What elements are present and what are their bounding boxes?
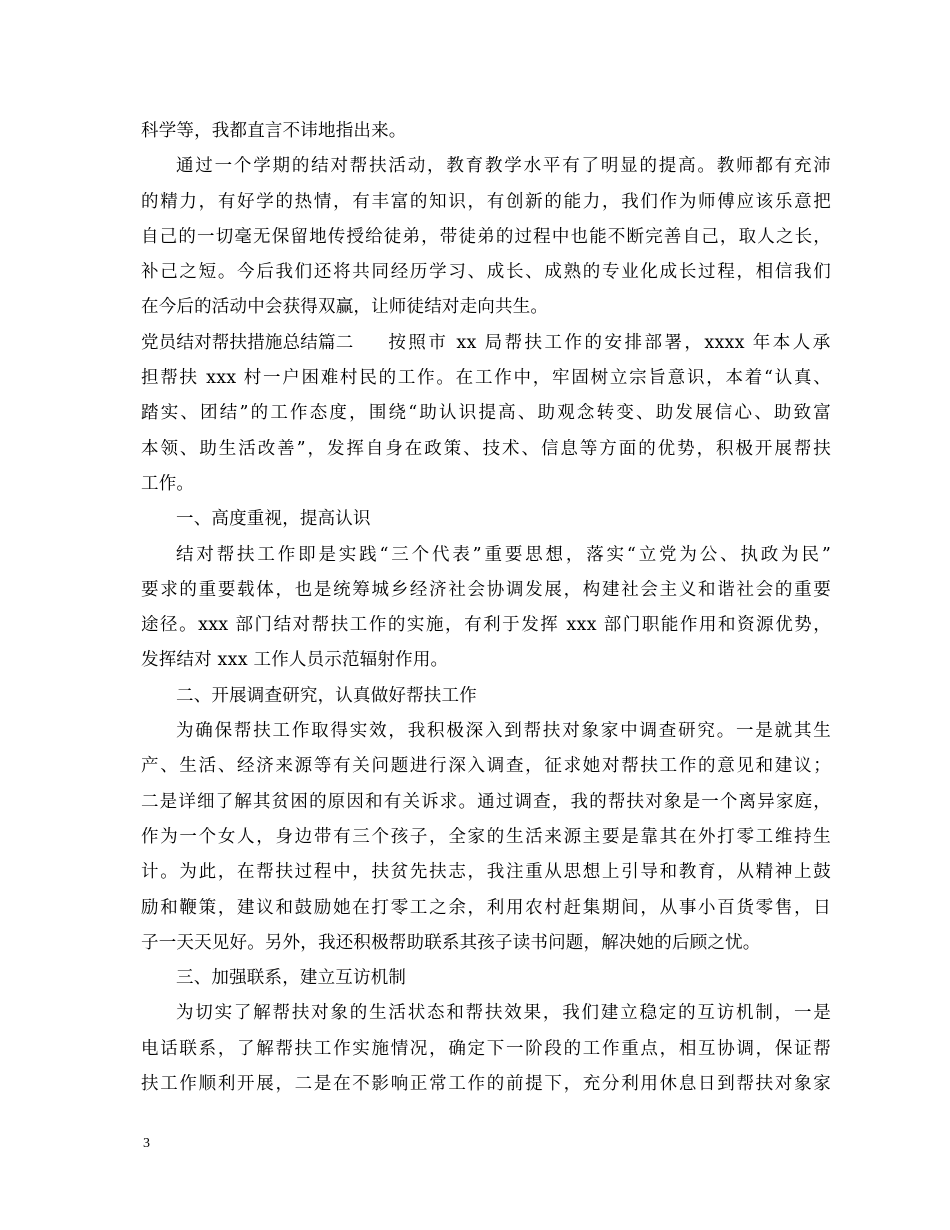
section-heading: 一、高度重视，提高认识 — [176, 509, 371, 530]
paragraph-line: 产、生活、经济来源等有关问题进行深入调查，征求她对帮扶工作的意见和建议； — [141, 756, 831, 777]
paragraph-line: 工作。 — [141, 473, 195, 494]
paragraph-line: 补己之短。今后我们还将共同经历学习、成长、成熟的专业化成长过程，相信我们 — [141, 262, 831, 283]
section-heading: 二、开展调查研究，认真做好帮扶工作 — [176, 685, 477, 706]
paragraph-line: 在今后的活动中会获得双赢，让师徒结对走向共生。 — [141, 297, 549, 318]
paragraph-line: 通过一个学期的结对帮扶活动，教育教学水平有了明显的提高。教师都有充沛 — [176, 156, 831, 177]
paragraph-line: 电话联系，了解帮扶工作实施情况，确定下一阶段的工作重点，相互协调，保证帮 — [141, 1038, 831, 1059]
paragraph-line: 要求的重要载体，也是统筹城乡经济社会协调发展，构建社会主义和谐社会的重要 — [141, 579, 831, 600]
paragraph-line: 作为一个女人，身边带有三个孩子，全家的生活来源主要是靠其在外打零工维持生 — [141, 826, 831, 847]
page-number: 3 — [143, 1136, 150, 1151]
paragraph-line: 本领、助生活改善”，发挥自身在政策、技术、信息等方面的优势，积极开展帮扶 — [141, 438, 831, 459]
paragraph-line: 科学等，我都直言不讳地指出来。 — [141, 121, 407, 141]
paragraph-line: 为确保帮扶工作取得实效，我积极深入到帮扶对象家中调查研究。一是就其生 — [176, 721, 831, 742]
paragraph-line: 途径。xxx 部门结对帮扶工作的实施，有利于发挥 xxx 部门职能作用和资源优势， — [141, 615, 831, 636]
paragraph-line: 自己的一切毫无保留地传授给徒弟，带徒弟的过程中也能不断完善自己，取人之长， — [141, 226, 831, 247]
document-body — [141, 114, 831, 1102]
paragraph-line: 二是详细了解其贫困的原因和有关诉求。通过调查，我的帮扶对象是一个离异家庭， — [141, 791, 831, 812]
paragraph-line: 踏实、团结”的工作态度，围绕“助认识提高、助观念转变、助发展信心、助致富 — [141, 403, 831, 424]
paragraph-line: 计。为此，在帮扶过程中，扶贫先扶志，我注重从思想上引导和教育，从精神上鼓 — [141, 862, 831, 883]
section-heading: 三、加强联系，建立互访机制 — [176, 968, 407, 989]
paragraph-line: 励和鞭策，建议和鼓励她在打零工之余，利用农村赶集期间，从事小百货零售，日 — [141, 897, 831, 918]
section-title: 党员结对帮扶措施总结篇二 — [141, 332, 354, 353]
paragraph-line: 的精力，有好学的热情，有丰富的知识，有创新的能力，我们作为师傅应该乐意把 — [141, 191, 831, 212]
paragraph-line: 结对帮扶工作即是实践“三个代表”重要思想，落实“立党为公、执政为民” — [176, 544, 831, 565]
paragraph-line: 子一天天见好。另外，我还积极帮助联系其孩子读书问题，解决她的后顾之忧。 — [141, 932, 761, 953]
paragraph-line: 扶工作顺利开展，二是在不影响正常工作的前提下，充分利用休息日到帮扶对象家 — [141, 1074, 831, 1095]
section-title-line — [141, 326, 831, 361]
paragraph-line: 担帮扶 xxx 村一户困难村民的工作。在工作中，牢固树立宗旨意识，本着“认真、 — [141, 368, 831, 389]
paragraph-line: 发挥结对 xxx 工作人员示范辐射作用。 — [141, 650, 449, 671]
paragraph-line: 按照市 xx 局帮扶工作的安排部署，xxxx 年本人承 — [388, 332, 831, 353]
paragraph-line: 为切实了解帮扶对象的生活状态和帮扶效果，我们建立稳定的互访机制，一是 — [176, 1003, 831, 1024]
